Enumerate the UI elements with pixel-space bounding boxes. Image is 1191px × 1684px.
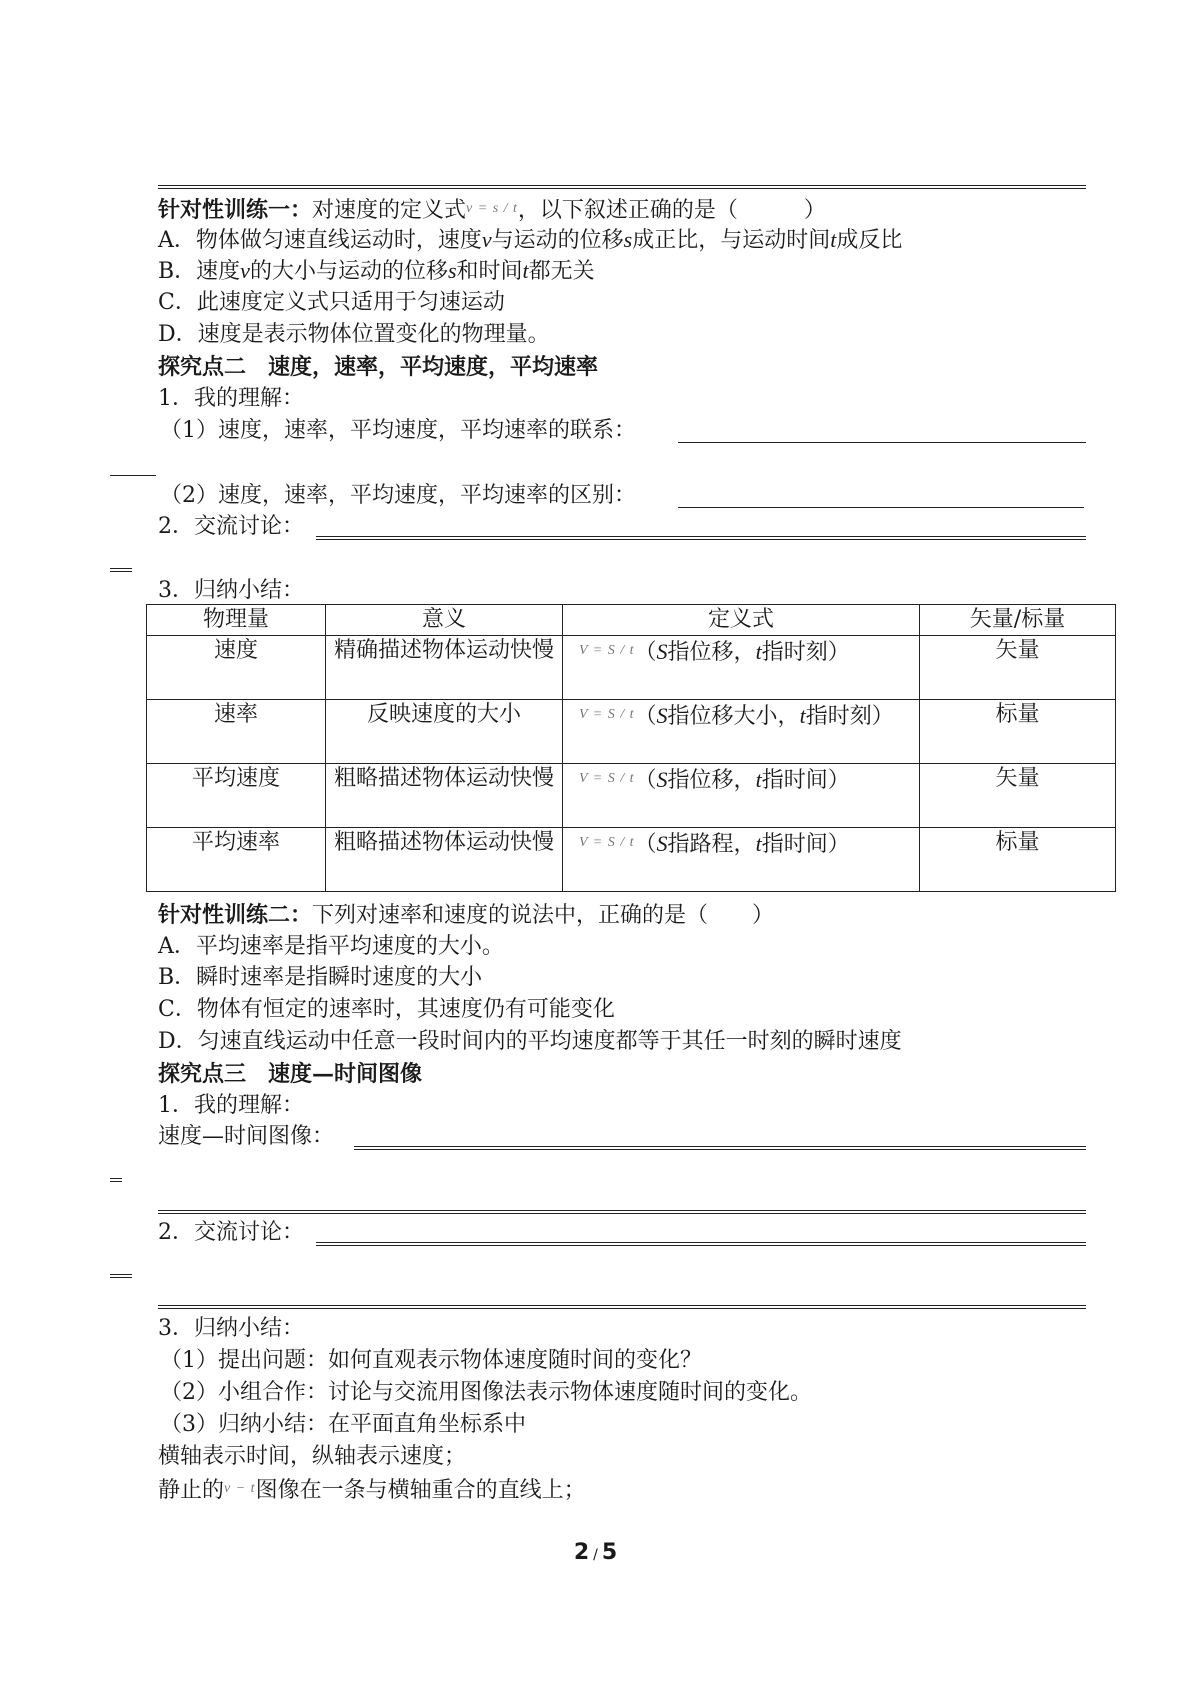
point3-summary-2: （2）小组合作：讨论与交流用图像法表示物体速度随时间的变化。 [160, 1380, 812, 1405]
exercise1-option-d[interactable]: D．速度是表示物体位置变化的物理量。 [158, 322, 550, 347]
point3-axes: 横轴表示时间，纵轴表示速度； [158, 1444, 467, 1469]
table-row: 平均速度 粗略描述物体运动快慢 $^{V = S / t}$（S指位移，t指时间） 矢量 [147, 764, 1116, 828]
point3-summary-1: （1）提出问题：如何直观表示物体速度随时间的变化？ [160, 1348, 702, 1373]
point3-vt-answer-line-tail [110, 1178, 122, 1182]
table-row: 速度 精确描述物体运动快慢 $^{V = S / t}$（S指位移，t指时刻） 矢量 [147, 636, 1116, 700]
point2-q1-answer-line[interactable] [678, 442, 1086, 443]
exercise2-option-d[interactable]: D．匀速直线运动中任意一段时间内的平均速度都等于其任一时刻的瞬时速度 [158, 1029, 902, 1054]
point2-summary: 3．归纳小结： [158, 578, 304, 603]
point3-summary: 3．归纳小结： [158, 1316, 304, 1341]
point3-heading: 探究点三 速度—时间图像 [158, 1061, 423, 1087]
point3-summary-3: （3）归纳小结：在平面直角坐标系中 [160, 1412, 526, 1437]
exercise1-title: 针对性训练一： [158, 197, 313, 223]
point3-vt-answer-line[interactable] [354, 1146, 1086, 1150]
header-meaning: 意义 [326, 605, 563, 636]
point2-q1: （1）速度，速率，平均速度，平均速率的联系： [160, 418, 636, 443]
table-row: 速率 反映速度的大小 $^{V = S / t}$（S指位移大小，t指时刻） 标量 [147, 700, 1116, 764]
header-vector-scalar: 矢量/标量 [920, 605, 1116, 636]
point3-static: 静止的$^{v - t}$图像在一条与横轴重合的直线上； [158, 1478, 586, 1503]
exercise1-option-a[interactable]: A．物体做匀速直线运动时，速度v与运动的位移s成正比，与运动时间t成反比 [158, 227, 903, 253]
header-quantity: 物理量 [147, 605, 326, 636]
exercise1-option-b[interactable]: B．速度v的大小与运动的位移s和时间t都无关 [158, 258, 595, 284]
point2-q2: （2）速度，速率，平均速度，平均速率的区别： [160, 483, 636, 508]
point2-q1-answer-line-tail [110, 475, 156, 476]
exercise2-option-a[interactable]: A．平均速率是指平均速度的大小。 [158, 934, 504, 959]
point2-heading: 探究点二 速度，速率，平均速度，平均速率 [158, 354, 599, 380]
point2-discuss-answer-line-tail [110, 568, 132, 572]
point2-discuss-answer-line[interactable] [316, 536, 1086, 540]
point3-discuss-answer-line-tail [110, 1274, 132, 1278]
exercise2-stem: 针对性训练二：下列对速率和速度的说法中，正确的是（ ） [158, 902, 775, 928]
vt-formula: v − t [224, 1481, 256, 1496]
point3-vt-answer-line-2[interactable] [158, 1210, 1086, 1214]
point3-discuss: 2．交流讨论： [158, 1220, 304, 1245]
top-rule [158, 185, 1086, 189]
speed-formula: v = s / t [466, 201, 518, 216]
summary-table [146, 604, 1116, 892]
point3-vt-label: 速度—时间图像： [158, 1124, 335, 1149]
point2-discuss: 2．交流讨论： [158, 514, 304, 539]
table-row: 平均速率 粗略描述物体运动快慢 $^{V = S / t}$（S指路程，t指时间） 标量 [147, 828, 1116, 892]
point3-discuss-answer-line[interactable] [316, 1242, 1086, 1246]
exercise2-option-b[interactable]: B．瞬时速率是指瞬时速度的大小 [158, 965, 483, 990]
exercise2-option-c[interactable]: C．物体有恒定的速率时，其速度仍有可能变化 [158, 997, 615, 1022]
point2-q2-answer-line[interactable] [678, 507, 1084, 508]
point2-understand: 1．我的理解： [158, 386, 304, 411]
page-number: 2 / 5 [573, 1540, 618, 1565]
exercise1-option-c[interactable]: C．此速度定义式只适用于匀速运动 [158, 290, 505, 315]
header-definition: 定义式 [563, 605, 920, 636]
point3-understand: 1．我的理解： [158, 1093, 304, 1118]
point3-discuss-answer-line-2[interactable] [158, 1305, 1086, 1309]
exercise2-title: 针对性训练二： [158, 902, 313, 928]
exercise1-stem: 针对性训练一：对速度的定义式$^{v = s / t}$，以下叙述正确的是（ ） [158, 197, 826, 223]
table-header-row [147, 605, 1116, 636]
